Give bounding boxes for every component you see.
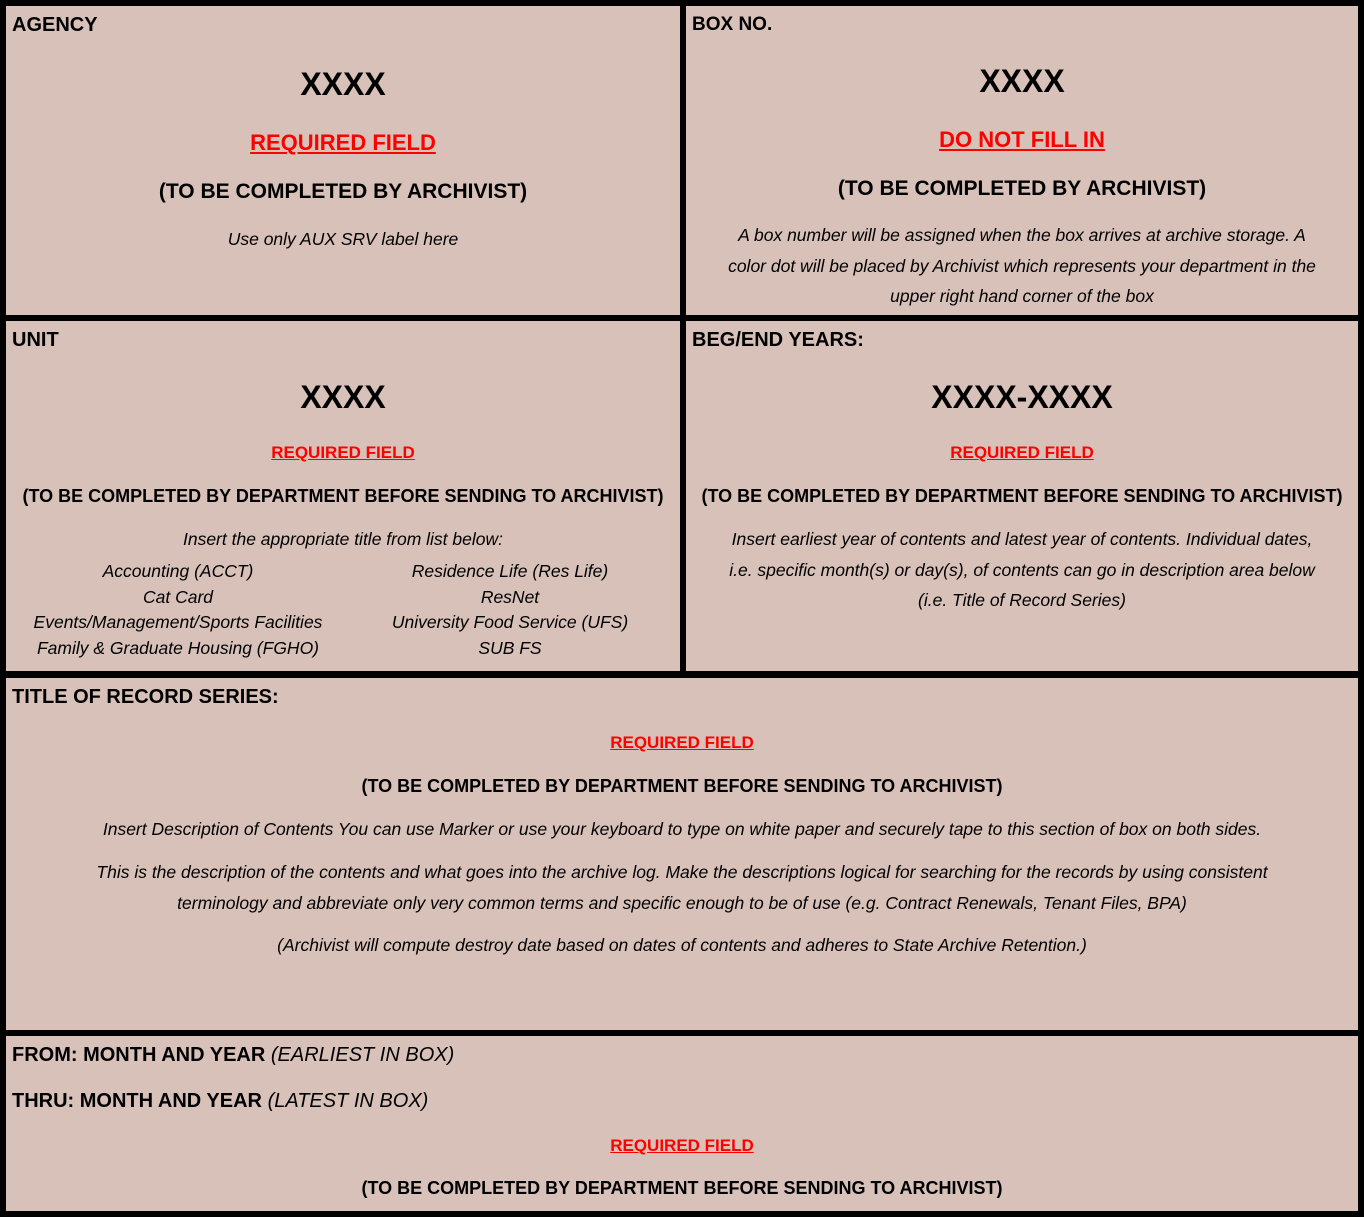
years-note-line: (i.e. Title of Record Series) — [918, 590, 1126, 610]
years-required-label: REQUIRED FIELD — [950, 443, 1094, 462]
agency-placeholder: XXXX — [300, 66, 386, 102]
record-series-required-label: REQUIRED FIELD — [610, 733, 754, 752]
unit-title-option: Residence Life (Res Life) — [411, 561, 609, 581]
years-completed-by: (TO BE COMPLETED BY DEPARTMENT BEFORE SENDING TO ARCHIVIST) — [701, 486, 1343, 506]
years-note-line: i.e. specific month(s) or day(s), of contents can go in description area below — [729, 559, 1315, 580]
unit-title-option: ResNet — [480, 586, 540, 607]
agency-heading: AGENCY — [12, 14, 98, 36]
unit-placeholder: XXXX — [300, 379, 386, 415]
years-note-line: Insert earliest year of contents and latest year of contents. Individual dates, — [731, 529, 1313, 549]
unit-title-option: University Food Service (UFS) — [391, 612, 629, 633]
unit-title-option: SUB FS — [478, 638, 542, 659]
record-series-description-line: This is the description of the contents and what goes into the archive log. Make the descriptions logical for searching for the records by using consistent — [96, 862, 1268, 882]
record-series-description-1: Insert Description of Contents You can use Marker or use your keyboard to type on white paper and securely tape to this section of box on both sides. — [102, 819, 1262, 839]
box-number-heading: BOX NO. — [692, 14, 773, 35]
record-series-description-line: terminology and abbreviate only very common terms and specific enough to be of use (e.g. Contract Renewals, Tenant Files, BPA) — [177, 892, 1187, 913]
from-line — [12, 1044, 454, 1067]
unit-instruction: Insert the appropriate title from list below: — [182, 529, 503, 549]
record-series-heading: TITLE OF RECORD SERIES: — [12, 686, 279, 708]
unit-title-option: Cat Card — [142, 586, 214, 607]
box-number-do-not-fill: DO NOT FILL IN — [939, 127, 1105, 152]
record-series-completed-by: (TO BE COMPLETED BY DEPARTMENT BEFORE SENDING TO ARCHIVIST) — [361, 776, 1003, 796]
unit-title-option: Events/Management/Sports Facilities — [33, 612, 323, 633]
years-placeholder: XXXX-XXXX — [931, 379, 1113, 415]
box-number-placeholder: XXXX — [979, 63, 1065, 99]
agency-completed-by: (TO BE COMPLETED BY ARCHIVIST) — [158, 180, 528, 203]
thru-label: THRU: MONTH AND YEAR — [12, 1090, 262, 1112]
unit-completed-by: (TO BE COMPLETED BY DEPARTMENT BEFORE SENDING TO ARCHIVIST) — [22, 486, 664, 506]
box-number-completed-by: (TO BE COMPLETED BY ARCHIVIST) — [837, 177, 1207, 200]
thru-hint: (LATEST IN BOX) — [267, 1090, 429, 1112]
agency-section — [6, 6, 680, 315]
agency-note: Use only AUX SRV label here — [227, 229, 459, 249]
from-label: FROM: MONTH AND YEAR — [12, 1044, 266, 1066]
years-section — [686, 321, 1358, 671]
years-note — [686, 524, 1358, 616]
unit-heading: UNIT — [12, 329, 59, 351]
thru-line — [12, 1090, 428, 1113]
from-thru-section — [6, 1036, 1358, 1211]
unit-titles-left-column — [6, 559, 350, 662]
record-series-description-3: (Archivist will compute destroy date based on dates of contents and adheres to State Archive Retention.) — [277, 935, 1087, 955]
box-number-note — [686, 220, 1358, 312]
unit-title-option: Family & Graduate Housing (FGHO) — [36, 638, 320, 659]
from-thru-required-label: REQUIRED FIELD — [610, 1136, 754, 1155]
unit-required-label: REQUIRED FIELD — [271, 443, 415, 462]
box-number-note-line: color dot will be placed by Archivist which represents your department in the — [728, 255, 1316, 276]
record-series-description-2 — [6, 857, 1358, 918]
record-series-section — [6, 678, 1358, 1030]
unit-title-option: Accounting (ACCT) — [102, 561, 254, 581]
box-number-note-line: A box number will be assigned when the box arrives at archive storage. A — [738, 225, 1306, 245]
box-number-note-line: upper right hand corner of the box — [890, 286, 1154, 306]
unit-titles-right-column — [350, 559, 670, 662]
from-hint: (EARLIEST IN BOX) — [270, 1044, 455, 1066]
from-thru-completed-by: (TO BE COMPLETED BY DEPARTMENT BEFORE SENDING TO ARCHIVIST) — [361, 1178, 1003, 1198]
unit-section — [6, 321, 680, 671]
agency-required-label: REQUIRED FIELD — [250, 130, 436, 155]
box-number-section — [686, 6, 1358, 315]
years-heading: BEG/END YEARS: — [692, 329, 864, 351]
